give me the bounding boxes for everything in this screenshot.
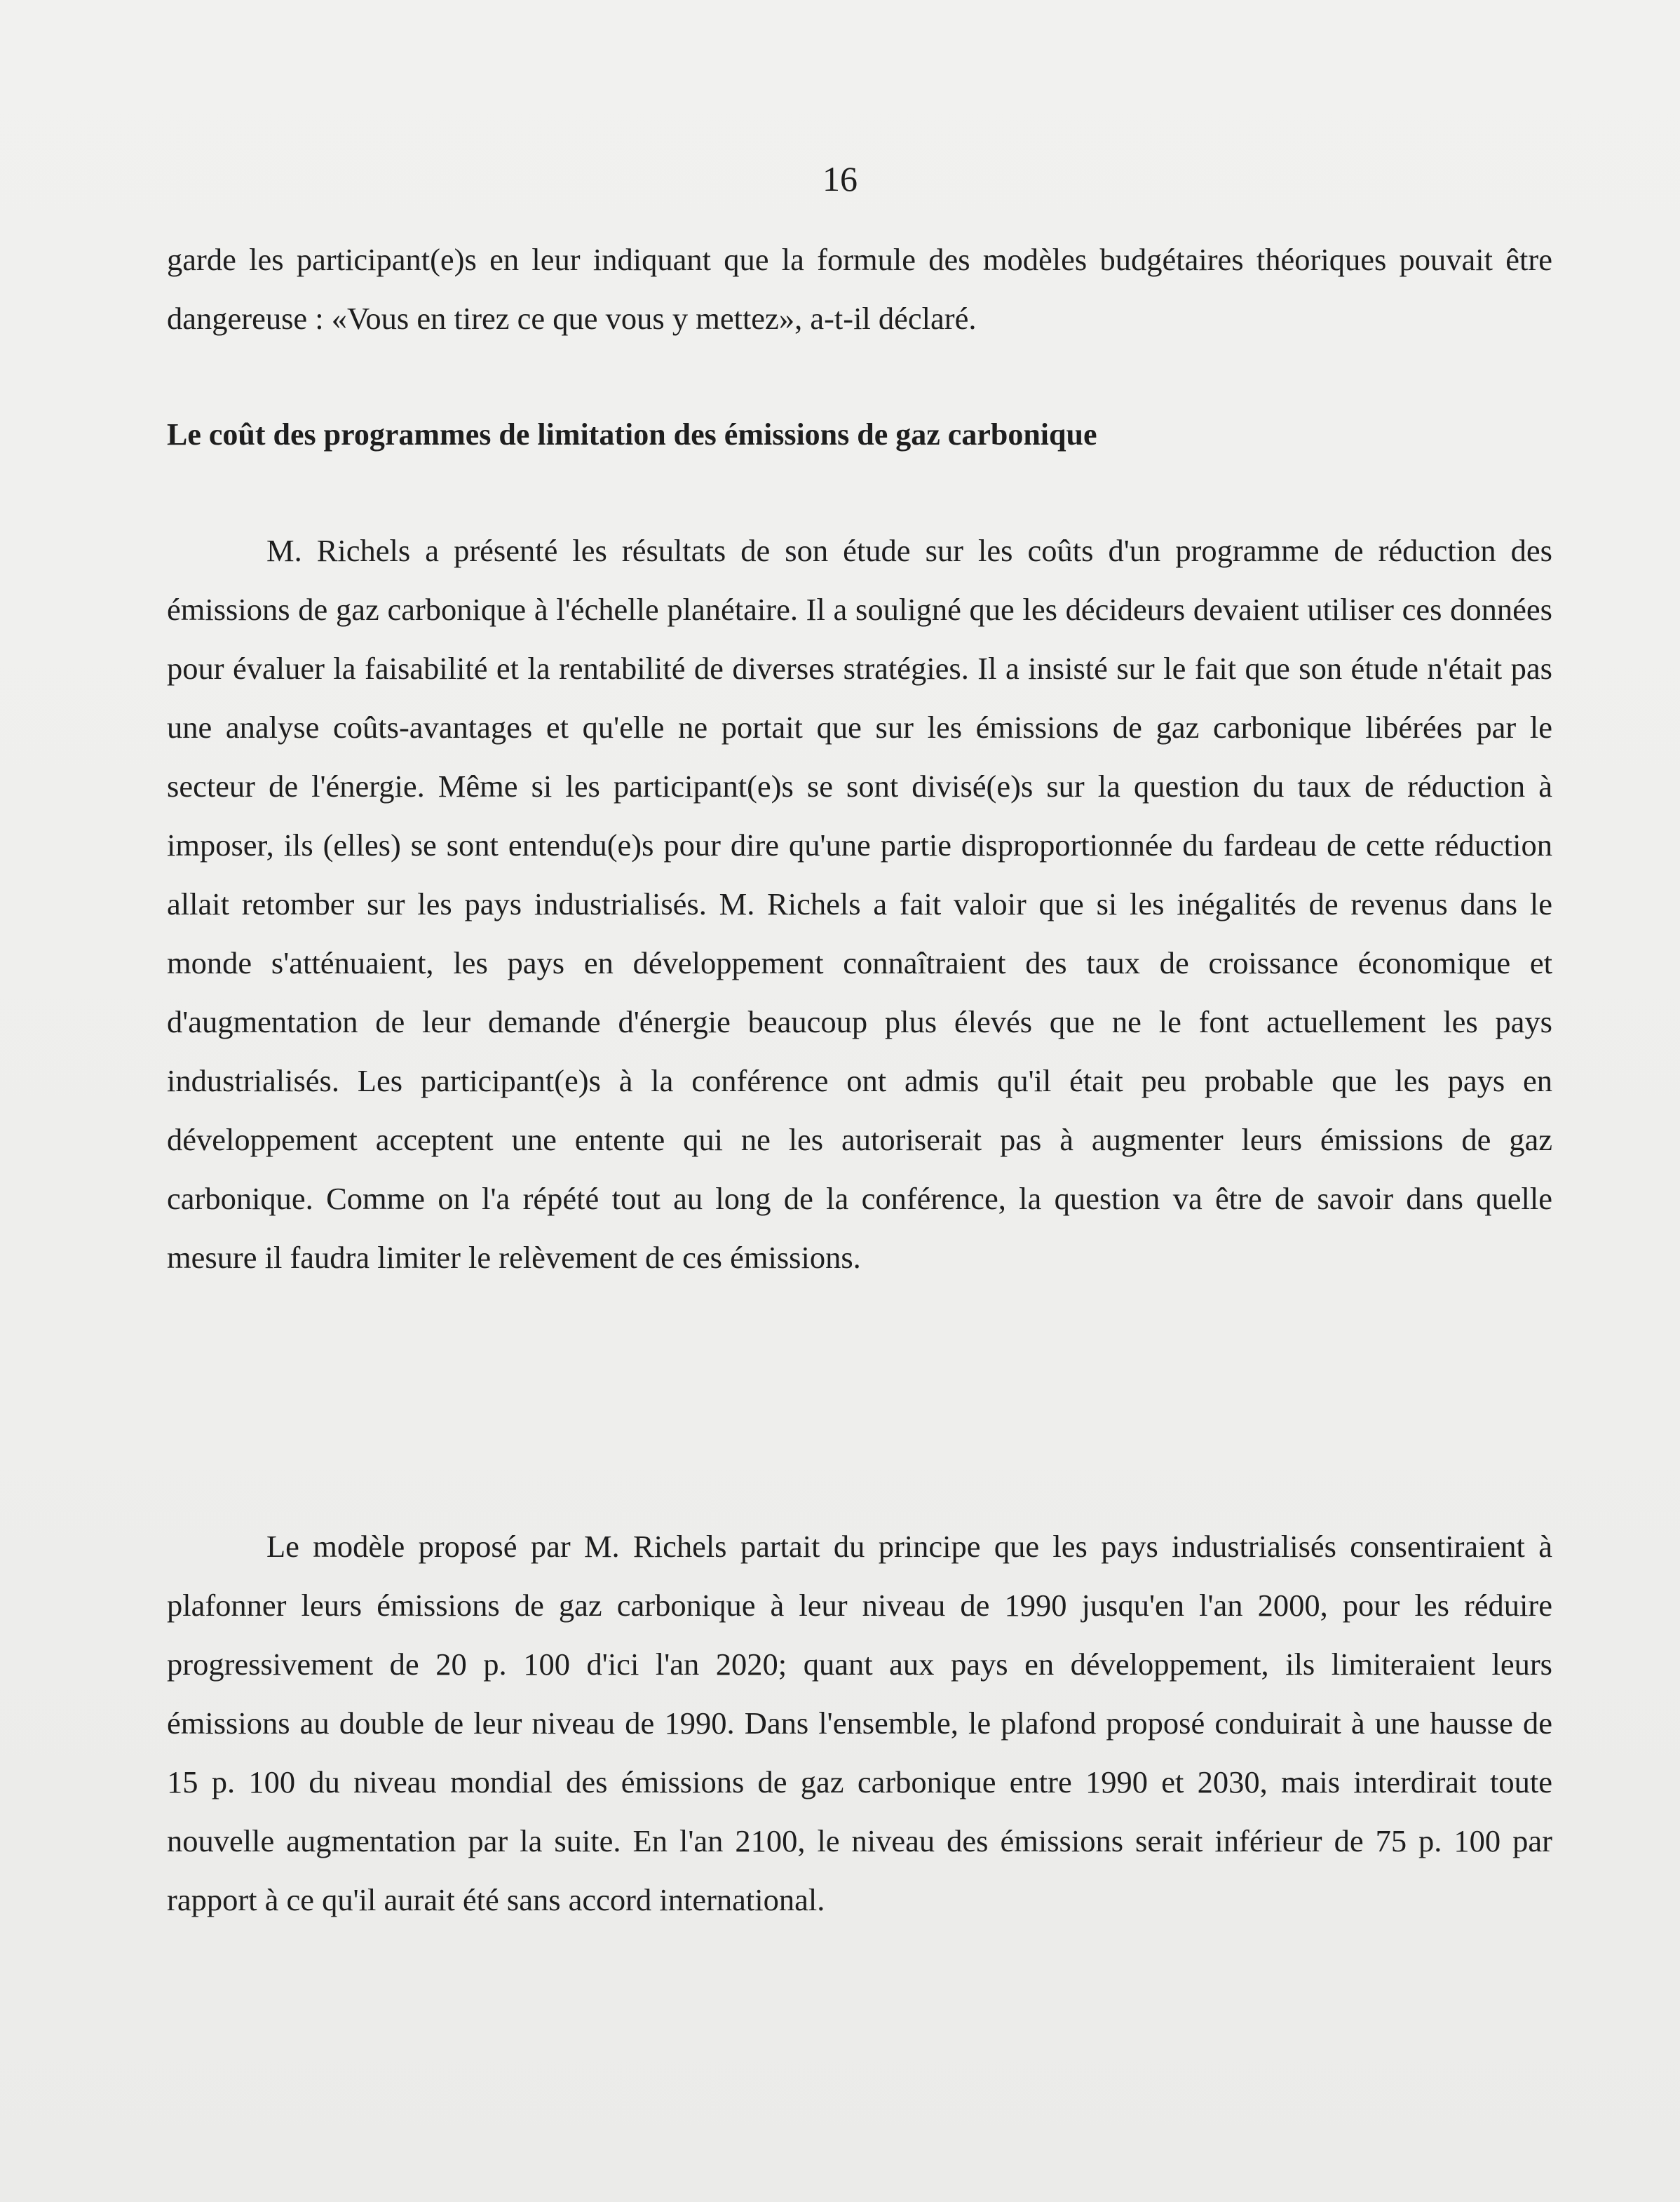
continuation-paragraph: garde les participant(e)s en leur indiquant que la formule des modèles budgétaires théoriques pouvait être dangereuse : «Vous en tirez ce que vous y mettez», a-t-il déclaré. <box>167 242 1552 336</box>
body-paragraph-1: M. Richels a présenté les résultats de son étude sur les coûts d'un programme de réduction des émissions de gaz carbonique à l'échelle planétaire. Il a souligné que les décideurs devaient utiliser ces données pour évaluer la faisabilité et la rentabilité de diverses stratégies. Il a insisté sur le fait que son étude n'était pas une analyse coûts-avantages et qu'elle ne portait que sur les émissions de gaz carbonique libérées par le secteur de l'énergie. Même si les participant(e)s se sont divisé(e)s sur la question du taux de réduction à imposer, ils (elles) se sont entendu(e)s pour dire qu'une partie disproportionnée du fardeau de cette réduction allait retomber sur les pays industrialisés. M. Richels a fait valoir que si les inégalités de revenus dans le monde s'atténuaient, les pays en développement connaîtraient des taux de croissance économique et d'augmentation de leur demande d'énergie beaucoup plus élevés que ne le font actuellement les pays industrialisés. Les participant(e)s à la conférence ont admis qu'il était peu probable que les pays en développement acceptent une entente qui ne les autoriserait pas à augmenter leurs émissions de gaz carbonique. Comme on l'a répété tout au long de la conférence, la question va être de savoir dans quelle mesure il faudra limiter le relèvement de ces émissions. <box>167 533 1552 1275</box>
body-text-block-2 <box>167 1517 1552 1929</box>
body-text-block-1 <box>167 521 1552 1287</box>
page-number: 16 <box>822 159 858 198</box>
continuation-text-block <box>167 230 1552 348</box>
body-paragraph-2: Le modèle proposé par M. Richels partait du principe que les pays industrialisés consentiraient à plafonner leurs émissions de gaz carbonique à leur niveau de 1990 jusqu'en l'an 2000, pour les réduire progressivement de 20 p. 100 d'ici l'an 2020; quant aux pays en développement, ils limiteraient leurs émissions au double de leur niveau de 1990. Dans l'ensemble, le plafond proposé conduirait à une hausse de 15 p. 100 du niveau mondial des émissions de gaz carbonique entre 1990 et 2030, mais interdirait toute nouvelle augmentation par la suite. En l'an 2100, le niveau des émissions serait inférieur de 75 p. 100 par rapport à ce qu'il aurait été sans accord international. <box>167 1529 1552 1917</box>
section-heading: Le coût des programmes de limitation des émissions de gaz carbonique <box>167 417 1097 452</box>
